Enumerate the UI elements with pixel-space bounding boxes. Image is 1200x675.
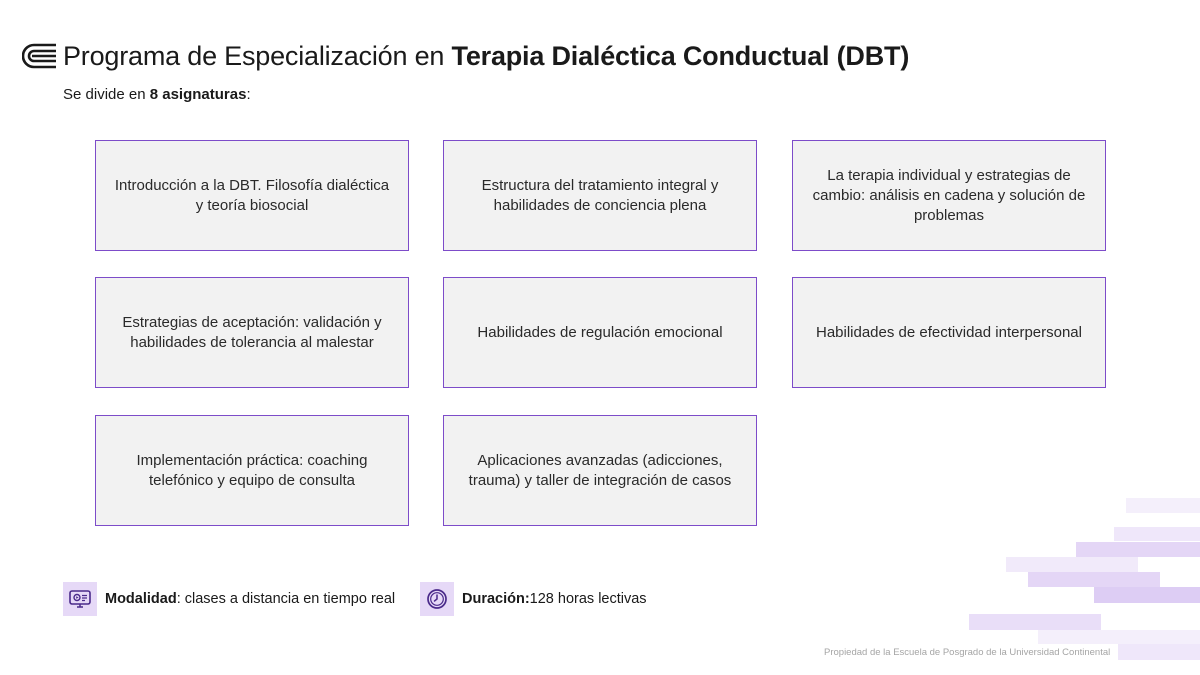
subject-card-2: Estructura del tratamiento integral y habilidades de conciencia plena xyxy=(443,140,757,251)
subject-card-7: Implementación práctica: coaching telefónico y equipo de consulta xyxy=(95,415,409,526)
clock-icon xyxy=(420,582,454,616)
university-logo xyxy=(22,42,58,70)
subject-card-1: Introducción a la DBT. Filosofía dialéctica y teoría biosocial xyxy=(95,140,409,251)
subject-card-5: Habilidades de regulación emocional xyxy=(443,277,757,388)
subject-card-3: La terapia individual y estrategias de cambio: análisis en cadena y solución de problemas xyxy=(792,140,1106,251)
duration-info: Duración: 128 horas lectivas xyxy=(420,582,647,616)
video-screen-icon xyxy=(63,582,97,616)
page-title: Programa de Especialización en Terapia Dialéctica Conductual (DBT) xyxy=(63,41,910,71)
page-subtitle: Se divide en 8 asignaturas: xyxy=(63,86,251,103)
subject-card-8: Aplicaciones avanzadas (adicciones, trauma) y taller de integración de casos xyxy=(443,415,757,526)
modality-info: Modalidad : clases a distancia en tiempo real xyxy=(63,582,395,616)
footer-text: Propiedad de la Escuela de Posgrado de la Universidad Continental xyxy=(824,647,1111,658)
subject-card-4: Estrategias de aceptación: validación y habilidades de tolerancia al malestar xyxy=(95,277,409,388)
subject-card-6: Habilidades de efectividad interpersonal xyxy=(792,277,1106,388)
